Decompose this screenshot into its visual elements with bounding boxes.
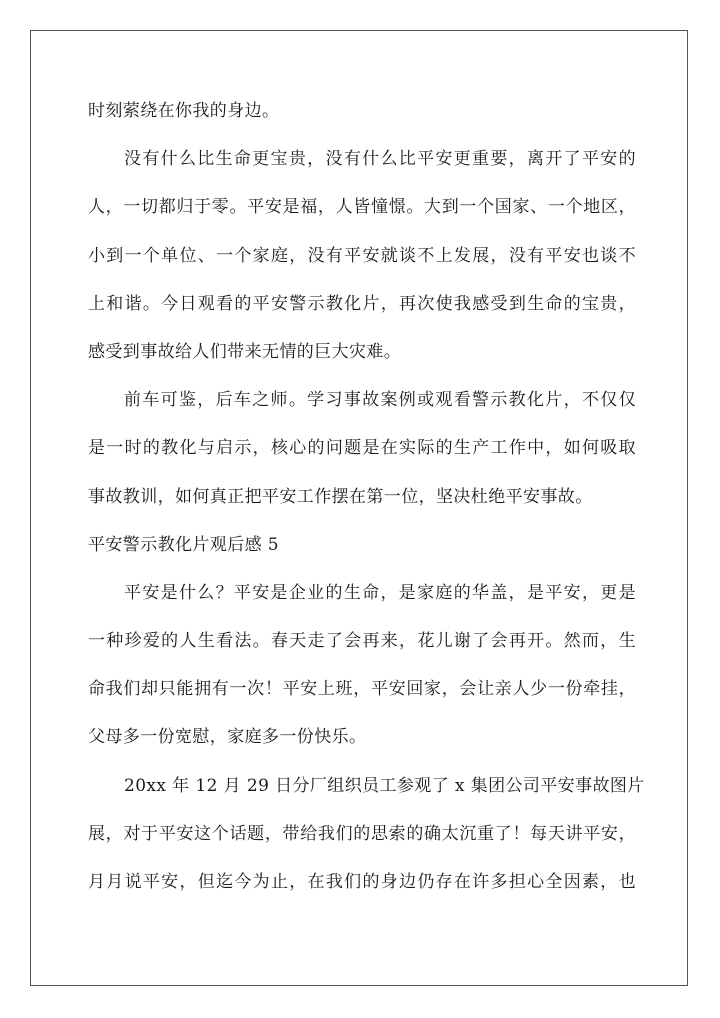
text-line: 展，对于平安这个话题，带给我们的思索的确太沉重了！每天讲平安，	[88, 823, 636, 844]
document-body	[88, 87, 645, 906]
text-line: 上和谐。今日观看的平安警示教化片，再次使我感受到生命的宝贵，	[88, 293, 636, 314]
text-line: 感受到事故给人们带来无情的巨大灾难。	[88, 341, 402, 362]
paragraph-start-line: 没有什么比生命更宝贵，没有什么比平安更重要，离开了平安的	[124, 149, 636, 170]
paragraph-start-line: 20xx 年 12 月 29 日分厂组织员工参观了 x 集团公司平安事故图片	[124, 775, 645, 796]
paragraph-start-line: 平安是什么？平安是企业的生命，是家庭的华盖，是平安，更是	[124, 582, 636, 603]
section-heading: 平安警示教化片观后感 5	[88, 534, 280, 555]
text-line: 小到一个单位、一个家庭，没有平安就谈不上发展，没有平安也谈不	[88, 245, 636, 266]
text-line: 人，一切都归于零。平安是福，人皆憧憬。大到一个国家、一个地区，	[88, 197, 636, 218]
paragraph-start-line: 前车可鉴，后车之师。学习事故案例或观看警示教化片，不仅仅	[124, 390, 636, 411]
text-line: 月月说平安，但迄今为止，在我们的身边仍存在许多担心全因素，也	[88, 872, 636, 892]
text-line: 一种珍爱的人生看法。春天走了会再来，花儿谢了会再开。然而，生	[88, 631, 636, 652]
text-line: 父母多一份宽慰，家庭多一份快乐。	[88, 727, 367, 748]
text-line: 命我们却只能拥有一次！平安上班，平安回家，会让亲人少一份牵挂，	[88, 679, 636, 700]
text-line: 事故教训，如何真正把平安工作摆在第一位，坚决杜绝平安事故。	[88, 486, 593, 507]
text-line: 是一时的教化与启示，核心的问题是在实际的生产工作中，如何吸取	[88, 438, 636, 459]
text-line: 时刻萦绕在你我的身边。	[88, 101, 280, 121]
